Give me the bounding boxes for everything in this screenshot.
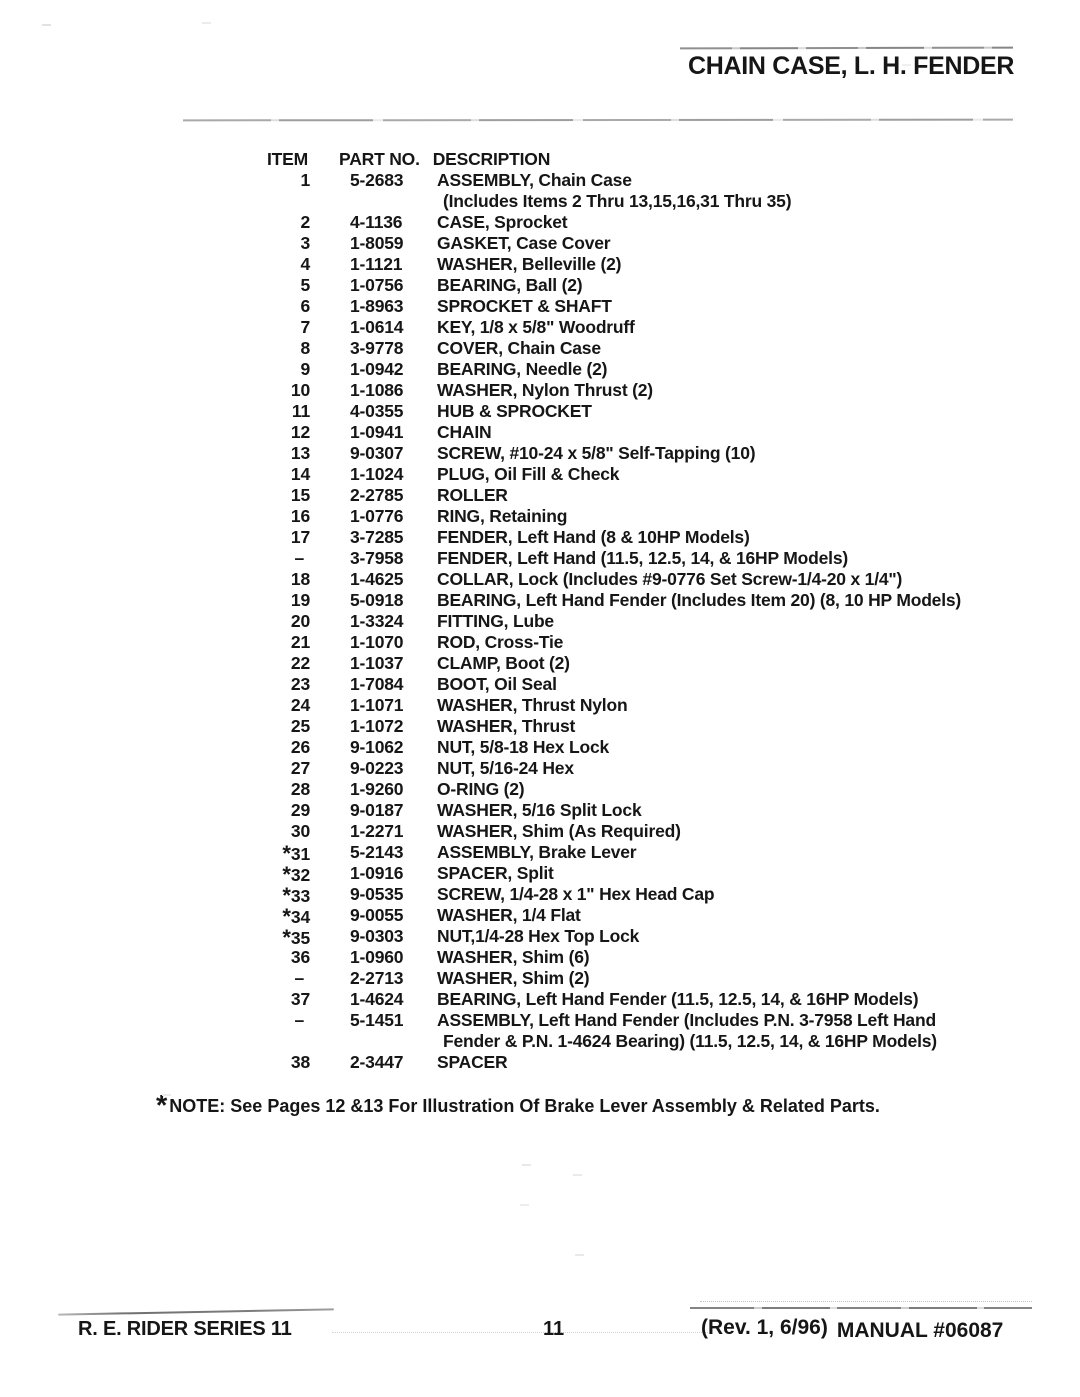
item-cell: 20 — [290, 611, 310, 631]
table-row — [264, 191, 961, 212]
item-cell: – — [294, 1010, 304, 1030]
part-no-cell: 1-1024 — [350, 464, 404, 484]
item-cell: 18 — [290, 569, 310, 589]
description-cell: FENDER, Left Hand (11.5, 12.5, 14, & 16HP Models) — [437, 548, 848, 568]
description-cell: SPACER — [437, 1052, 508, 1072]
item-cell: 11 — [291, 401, 310, 421]
table-row — [264, 506, 961, 527]
item-cell: 27 — [290, 758, 310, 778]
part-no-cell: 1-9260 — [350, 779, 404, 799]
footer-manual-number: MANUAL #06087 — [836, 1319, 1004, 1342]
item-cell: 13 — [290, 443, 310, 463]
item-cell: *35 — [282, 925, 310, 950]
description-cell: NUT,1/4-28 Hex Top Lock — [437, 926, 640, 946]
description-cell: WASHER, 5/16 Split Lock — [437, 800, 642, 820]
description-cell: ASSEMBLY, Brake Lever — [437, 842, 637, 862]
description-cell: SCREW, 1/4-28 x 1" Hex Head Cap — [437, 884, 715, 904]
item-cell: 5 — [300, 275, 310, 295]
item-cell: – — [294, 548, 304, 568]
note — [156, 1090, 880, 1123]
item-cell: *34 — [282, 904, 310, 929]
table-row — [264, 758, 961, 779]
description-cell: PLUG, Oil Fill & Check — [437, 464, 620, 484]
table-row — [264, 401, 961, 422]
item-cell — [264, 191, 310, 212]
item-cell: 6 — [300, 296, 310, 316]
part-no-cell: 3-7958 — [350, 548, 404, 568]
page-title: CHAIN CASE, L. H. FENDER — [688, 52, 1015, 80]
part-no-cell: 1-1072 — [350, 716, 404, 736]
header-part-no: PART NO. — [339, 149, 420, 169]
item-cell: 21 — [290, 632, 310, 652]
description-cell: GASKET, Case Cover — [437, 233, 611, 253]
item-cell: – — [294, 968, 304, 988]
part-no-cell: 4-1136 — [350, 212, 403, 232]
table-row — [264, 968, 961, 989]
description-cell: WASHER, Shim (6) — [437, 947, 590, 967]
table-row — [264, 422, 961, 443]
item-cell: 30 — [290, 821, 310, 841]
part-no-cell: 9-0223 — [350, 758, 404, 778]
table-row — [264, 338, 961, 359]
description-cell: ASSEMBLY, Left Hand Fender (Includes P.N. 3-7958 Left Hand — [437, 1010, 936, 1030]
item-cell: 22 — [290, 653, 310, 673]
part-no-cell: 5-2143 — [350, 842, 404, 862]
description-cell: WASHER, 1/4 Flat — [437, 905, 581, 925]
item-cell: 4 — [300, 254, 310, 274]
description-cell: WASHER, Thrust — [437, 716, 576, 736]
description-cell: Fender & P.N. 1-4624 Bearing) (11.5, 12.5, 14, & 16HP Models) — [443, 1031, 937, 1051]
item-cell: 28 — [290, 779, 310, 799]
table-row — [264, 800, 961, 821]
table-row — [264, 569, 961, 590]
table-header-row — [264, 149, 961, 170]
header-item: ITEM — [267, 149, 309, 169]
table-row — [264, 695, 961, 716]
table-row — [264, 1031, 961, 1052]
part-no-cell: 2-2785 — [350, 485, 404, 505]
part-no-cell — [350, 1031, 430, 1052]
table-row — [264, 380, 961, 401]
description-cell: COVER, Chain Case — [437, 338, 601, 358]
part-no-cell: 1-0942 — [350, 359, 404, 379]
part-no-cell — [350, 191, 430, 212]
part-no-cell: 9-1062 — [350, 737, 404, 757]
part-no-cell: 1-0941 — [350, 422, 404, 442]
part-no-cell: 1-1086 — [350, 380, 404, 400]
item-cell: 23 — [290, 674, 310, 694]
item-cell: 19 — [290, 590, 310, 610]
item-cell: *33 — [282, 883, 310, 908]
table-row — [264, 527, 961, 548]
table-row — [264, 904, 961, 929]
description-cell: BEARING, Left Hand Fender (Includes Item 20) (8, 10 HP Models) — [437, 590, 962, 610]
description-cell: SCREW, #10-24 x 5/8" Self-Tapping (10) — [437, 443, 756, 463]
table-row — [264, 485, 961, 506]
part-no-cell: 1-1037 — [350, 653, 404, 673]
description-cell: FITTING, Lube — [437, 611, 554, 631]
part-no-cell: 5-1451 — [350, 1010, 404, 1030]
item-cell: 7 — [300, 317, 310, 337]
footer-right-dotted-artifact — [700, 1301, 1032, 1302]
table-row — [264, 464, 961, 485]
description-cell: WASHER, Shim (2) — [437, 968, 590, 988]
description-cell: BEARING, Ball (2) — [437, 275, 583, 295]
item-cell: 2 — [300, 212, 310, 232]
table-row — [264, 170, 961, 191]
table-row — [264, 590, 961, 611]
table-row — [264, 841, 961, 866]
item-cell: 17 — [290, 527, 310, 547]
part-no-cell: 1-3324 — [350, 611, 404, 631]
part-no-cell: 1-0756 — [350, 275, 404, 295]
footer-mid-dotted-artifact — [332, 1332, 708, 1333]
description-cell: SPACER, Split — [437, 863, 554, 883]
table-row — [264, 883, 961, 908]
part-no-cell: 5-0918 — [350, 590, 404, 610]
description-cell: (Includes Items 2 Thru 13,15,16,31 Thru 35) — [443, 191, 792, 211]
table-row — [264, 862, 961, 887]
description-cell: NUT, 5/8-18 Hex Lock — [437, 737, 610, 757]
asterisk-marker: * — [282, 904, 291, 929]
item-cell: 15 — [290, 485, 310, 505]
description-cell: FENDER, Left Hand (8 & 10HP Models) — [437, 527, 750, 547]
note-asterisk: * — [156, 1090, 168, 1122]
table-row — [264, 233, 961, 254]
description-cell: BOOT, Oil Seal — [437, 674, 557, 694]
part-no-cell: 1-1070 — [350, 632, 404, 652]
footer-series-title: R. E. RIDER SERIES 11 — [78, 1318, 292, 1340]
item-cell: 26 — [290, 737, 310, 757]
part-no-cell: 1-8059 — [350, 233, 404, 253]
description-cell: WASHER, Shim (As Required) — [437, 821, 681, 841]
table-row — [264, 737, 961, 758]
description-cell: RING, Retaining — [437, 506, 568, 526]
part-no-cell: 1-1121 — [350, 254, 403, 274]
table-row — [264, 296, 961, 317]
part-no-cell: 5-2683 — [350, 170, 404, 190]
item-cell: 9 — [300, 359, 310, 379]
table-row — [264, 548, 961, 569]
part-no-cell: 1-0960 — [350, 947, 404, 967]
table-row — [264, 212, 961, 233]
description-cell: ROD, Cross-Tie — [437, 632, 564, 652]
asterisk-marker: * — [282, 925, 291, 950]
item-cell: 14 — [290, 464, 310, 484]
table-row — [264, 821, 961, 842]
description-cell: CHAIN — [437, 422, 492, 442]
part-no-cell: 2-2713 — [350, 968, 404, 988]
table-row — [264, 653, 961, 674]
part-no-cell: 3-7285 — [350, 527, 404, 547]
footer-left-line-artifact — [58, 1308, 334, 1315]
scan-noise-artifact — [42, 24, 51, 26]
footer-right — [701, 1316, 1003, 1340]
item-cell: 25 — [290, 716, 310, 736]
header-description: DESCRIPTION — [432, 149, 551, 169]
part-no-cell: 1-8963 — [350, 296, 404, 316]
table-row — [264, 674, 961, 695]
table-row — [264, 254, 961, 275]
item-cell: 37 — [290, 989, 310, 1009]
item-cell: 29 — [290, 800, 310, 820]
table-row — [264, 716, 961, 737]
footer-right-line-artifact — [690, 1307, 1032, 1309]
part-no-cell: 1-7084 — [350, 674, 404, 694]
part-no-cell: 4-0355 — [350, 401, 404, 421]
title-overline-artifact — [680, 47, 1013, 50]
item-cell: 38 — [290, 1052, 310, 1072]
description-cell: ASSEMBLY, Chain Case — [437, 170, 632, 190]
item-cell: *31 — [282, 841, 310, 866]
part-no-cell: 9-0535 — [350, 884, 404, 904]
asterisk-marker: * — [282, 862, 291, 887]
item-cell: 3 — [300, 233, 310, 253]
table-row — [264, 443, 961, 464]
part-no-cell: 1-0916 — [350, 863, 404, 883]
description-cell: HUB & SPROCKET — [437, 401, 592, 421]
item-cell: 1 — [300, 170, 310, 190]
note-text: NOTE: See Pages 12 &13 For Illustration Of Brake Lever Assembly & Related Parts. — [169, 1096, 880, 1116]
table-row — [264, 632, 961, 653]
table-row — [264, 779, 961, 800]
table-row — [264, 611, 961, 632]
part-no-cell: 1-2271 — [350, 821, 404, 841]
part-no-cell: 9-0307 — [350, 443, 404, 463]
part-no-cell: 1-1071 — [350, 695, 404, 715]
asterisk-marker: * — [282, 883, 291, 908]
table-row — [264, 1052, 961, 1073]
part-no-cell: 3-9778 — [350, 338, 404, 358]
table-row — [264, 989, 961, 1010]
table-row — [264, 359, 961, 380]
part-no-cell: 9-0055 — [350, 905, 404, 925]
asterisk-marker: * — [282, 841, 291, 866]
table-row — [264, 317, 961, 338]
part-no-cell: 9-0303 — [350, 926, 404, 946]
description-cell: KEY, 1/8 x 5/8" Woodruff — [437, 317, 635, 337]
description-cell: BEARING, Needle (2) — [437, 359, 608, 379]
part-no-cell: 1-4624 — [350, 989, 404, 1009]
part-no-cell: 1-4625 — [350, 569, 404, 589]
item-cell: *32 — [282, 862, 310, 887]
description-cell: NUT, 5/16-24 Hex — [437, 758, 574, 778]
footer-revision: (Rev. 1, 6/96) — [701, 1316, 828, 1339]
description-cell: COLLAR, Lock (Includes #9-0776 Set Screw-1/4-20 x 1/4") — [437, 569, 903, 589]
part-no-cell: 1-0614 — [350, 317, 404, 337]
description-cell: SPROCKET & SHAFT — [437, 296, 612, 316]
part-no-cell: 9-0187 — [350, 800, 404, 820]
item-cell: 36 — [290, 947, 310, 967]
description-cell: WASHER, Thrust Nylon — [437, 695, 628, 715]
table-row — [264, 275, 961, 296]
description-cell: CASE, Sprocket — [437, 212, 568, 232]
description-cell: WASHER, Nylon Thrust (2) — [437, 380, 653, 400]
item-cell: 16 — [290, 506, 310, 526]
item-cell — [264, 1031, 310, 1052]
table-row — [264, 1010, 961, 1031]
part-no-cell: 1-0776 — [350, 506, 404, 526]
parts-table — [264, 149, 961, 1073]
table-row — [264, 925, 961, 950]
description-cell: CLAMP, Boot (2) — [437, 653, 570, 673]
description-cell: ROLLER — [437, 485, 508, 505]
description-cell: BEARING, Left Hand Fender (11.5, 12.5, 14, & 16HP Models) — [437, 989, 919, 1009]
description-cell: O-RING (2) — [437, 779, 525, 799]
item-cell: 24 — [290, 695, 310, 715]
item-cell: 10 — [290, 380, 310, 400]
item-cell: 12 — [290, 422, 310, 442]
part-no-cell: 2-3447 — [350, 1052, 404, 1072]
title-underline-artifact — [183, 119, 1013, 122]
description-cell: WASHER, Belleville (2) — [437, 254, 622, 274]
table-row — [264, 947, 961, 968]
footer-page-number: 11 — [543, 1318, 565, 1340]
parts-table-body — [264, 170, 961, 1073]
item-cell: 8 — [300, 338, 310, 358]
